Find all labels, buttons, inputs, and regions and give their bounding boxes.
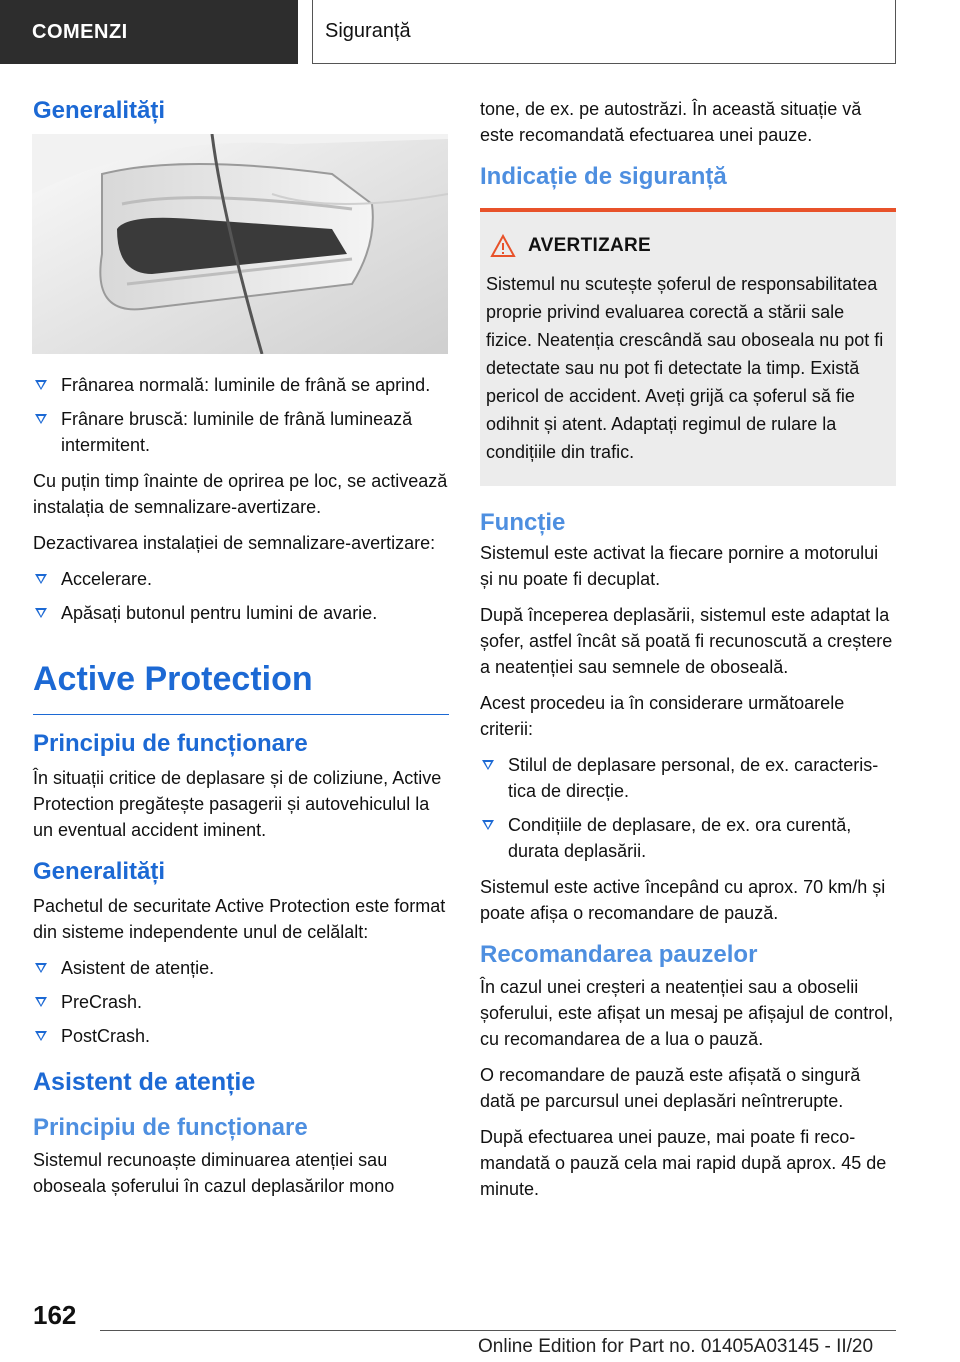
paragraph: tone, de ex. pe autostrăzi. În această situație vă este recomandată efectuarea unei pauze. [480, 99, 862, 145]
edition-note: Online Edition for Part no. 01405A03145 - II/20 [478, 1336, 874, 1357]
left-column [33, 96, 449, 1209]
footer-divider [100, 1330, 896, 1331]
list-item: PostCrash. [33, 1023, 449, 1049]
warning-title: AVERTIZARE [528, 235, 651, 256]
page-number: 162 [33, 1300, 77, 1330]
paragraph: Acest procedeu ia în considerare următoarele criterii: [480, 693, 845, 739]
page-header [0, 0, 960, 66]
list-item: Apăsați butonul pentru lumini de avarie. [33, 600, 449, 626]
components-list [33, 955, 449, 1049]
section-tab: COMENZI [0, 0, 298, 64]
warning-triangle-icon [490, 234, 516, 258]
section-divider [33, 714, 449, 715]
list-item: Asistent de atenție. [33, 955, 449, 981]
heading-recomandare: Recomandarea pauzelor [480, 941, 758, 968]
list-item: PreCrash. [33, 989, 449, 1015]
paragraph: Sistemul este active începând cu aprox. 70 km/h și poate afișa o recomandare de pauză. [480, 877, 886, 923]
list-item: Accelerare. [33, 566, 449, 592]
heading-generalitati-2: Generalități [33, 858, 166, 885]
paragraph: În cazul unei creșteri a neatenției sau a oboselii șoferului, este afișat un mesaj pe afișajul de control, cu recomandarea de a lua o pauză. [480, 977, 894, 1049]
criteria-list [480, 752, 896, 864]
paragraph: O recomandare de pauză este afișată o singură dată pe parcursul unei deplasări neîntrerupte. [480, 1065, 861, 1111]
heading-asistent: Asistent de atenție [33, 1068, 256, 1096]
chapter-tab: Siguranță [312, 0, 896, 64]
heading-active-protection: Active Protection [33, 660, 313, 698]
paragraph: Dezactivarea instalației de semnalizare-avertizare: [33, 533, 436, 553]
paragraph: După efectuarea unei pauze, mai poate fi recomandată o pauză cela mai rapid după aprox. 45 de minute. [480, 1127, 887, 1199]
list-item: Condițiile de deplasare, de ex. ora curentă, durata deplasării. [480, 812, 896, 864]
heading-principiu: Principiu de funcționare [33, 730, 308, 757]
heading-generalitati: Generalități [33, 97, 166, 124]
deactivation-list [33, 566, 449, 626]
paragraph: După începerea deplasării, sistemul este adaptat la șofer, astfel încât să poată fi recunoscută a creștere a neatenției sau semnele de oboseală. [480, 605, 893, 677]
list-item: Frânarea normală: luminile de frână se aprind. [33, 372, 449, 398]
heading-functie: Funcție [480, 509, 566, 536]
paragraph: Sistemul recunoaște diminuarea atenției sau oboseala șoferului în cazul deplasărilor mono [33, 1150, 395, 1196]
paragraph: Cu puțin timp înainte de oprirea pe loc, se activează instalația de semnalizare-avertizare. [33, 471, 448, 517]
warning-header [486, 234, 888, 258]
brake-light-list [33, 372, 449, 458]
heading-principiu-2: Principiu de funcționare [33, 1114, 308, 1141]
right-column [480, 96, 896, 1212]
warning-box [480, 208, 896, 486]
list-item: Frânare bruscă: luminile de frână luminează intermitent. [33, 406, 449, 458]
paragraph: Sistemul este activat la fiecare pornire a motorului și nu poate fi decuplat. [480, 543, 879, 589]
warning-text: Sistemul nu scutește șoferul de responsabilitatea proprie privind evaluarea corectă a stării sale fizice. Neatenția crescândă sau oboseala nu pot fi detectate sau nu pot fi detectate la timp. Există pericol de accident. Aveți grijă ca șoferul să fie odihnit și atent. Adaptați regimul de rulare la condițiile din trafic. [486, 274, 884, 462]
tail-light-photo [32, 134, 448, 354]
paragraph: Pachetul de securitate Active Protection este format din sisteme independente unul de celălalt: [33, 896, 446, 942]
paragraph: În situații critice de deplasare și de coliziune, Active Protection pregătește pasagerii și autovehiculul la un eventual accident iminent. [33, 768, 442, 840]
list-item: Stilul de deplasare personal, de ex. caracteristica de direcție. [480, 752, 896, 804]
heading-indicatie: Indicație de siguranță [480, 163, 727, 190]
